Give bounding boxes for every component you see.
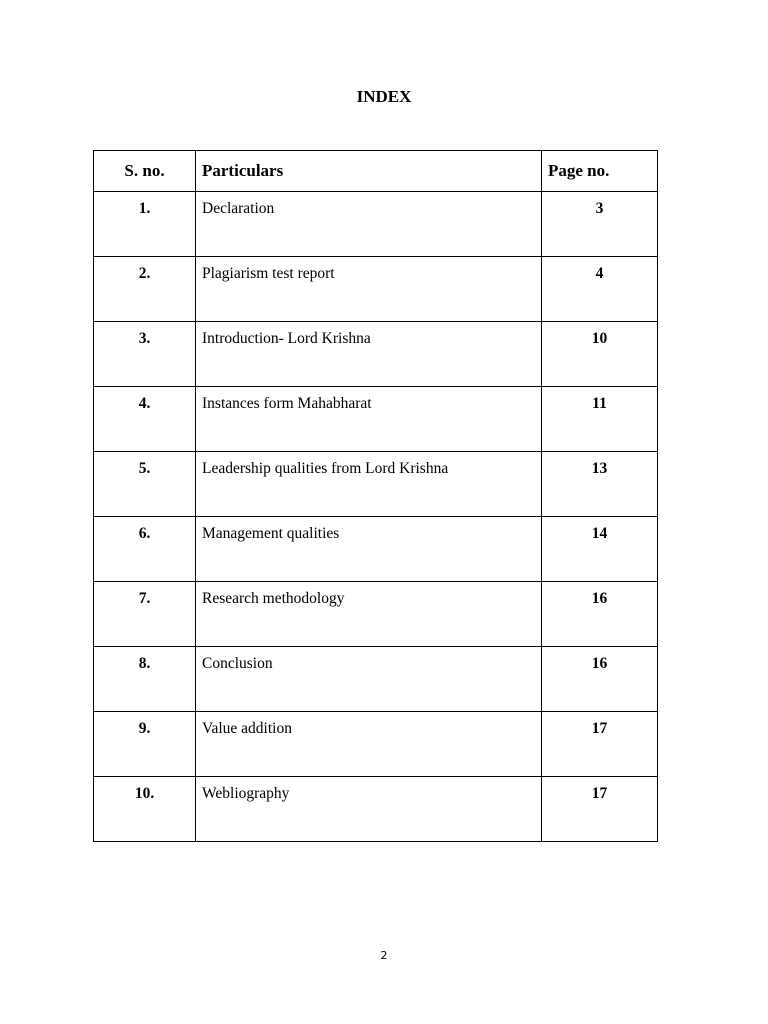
page-title: INDEX bbox=[356, 87, 412, 106]
row-particulars: Webliography bbox=[196, 777, 542, 842]
table-row bbox=[94, 387, 658, 452]
table-row bbox=[94, 517, 658, 582]
row-sno: 8. bbox=[94, 647, 196, 712]
index-table bbox=[93, 150, 658, 842]
table-row bbox=[94, 582, 658, 647]
row-page: 16 bbox=[542, 647, 658, 712]
table-row bbox=[94, 452, 658, 517]
table-row bbox=[94, 712, 658, 777]
header-page-no: Page no. bbox=[542, 151, 658, 192]
row-particulars: Instances form Mahabharat bbox=[196, 387, 542, 452]
row-particulars: Leadership qualities from Lord Krishna bbox=[196, 452, 542, 517]
table-row bbox=[94, 322, 658, 387]
table-row bbox=[94, 777, 658, 842]
table-header-row bbox=[94, 151, 658, 192]
row-page: 4 bbox=[542, 257, 658, 322]
header-particulars: Particulars bbox=[196, 151, 542, 192]
row-page: 17 bbox=[542, 777, 658, 842]
row-particulars: Plagiarism test report bbox=[196, 257, 542, 322]
row-page: 16 bbox=[542, 582, 658, 647]
row-page: 3 bbox=[542, 192, 658, 257]
row-particulars: Conclusion bbox=[196, 647, 542, 712]
table-row bbox=[94, 257, 658, 322]
row-page: 14 bbox=[542, 517, 658, 582]
row-particulars: Introduction- Lord Krishna bbox=[196, 322, 542, 387]
row-sno: 9. bbox=[94, 712, 196, 777]
row-sno: 2. bbox=[94, 257, 196, 322]
row-sno: 5. bbox=[94, 452, 196, 517]
row-sno: 7. bbox=[94, 582, 196, 647]
row-particulars: Declaration bbox=[196, 192, 542, 257]
row-sno: 3. bbox=[94, 322, 196, 387]
row-page: 17 bbox=[542, 712, 658, 777]
header-sno: S. no. bbox=[94, 151, 196, 192]
row-page: 11 bbox=[542, 387, 658, 452]
row-sno: 6. bbox=[94, 517, 196, 582]
row-sno: 10. bbox=[94, 777, 196, 842]
row-particulars: Management qualities bbox=[196, 517, 542, 582]
row-particulars: Research methodology bbox=[196, 582, 542, 647]
row-particulars: Value addition bbox=[196, 712, 542, 777]
row-page: 13 bbox=[542, 452, 658, 517]
page-number: 2 bbox=[380, 949, 388, 962]
table-row bbox=[94, 647, 658, 712]
table-row bbox=[94, 192, 658, 257]
row-sno: 4. bbox=[94, 387, 196, 452]
row-page: 10 bbox=[542, 322, 658, 387]
row-sno: 1. bbox=[94, 192, 196, 257]
